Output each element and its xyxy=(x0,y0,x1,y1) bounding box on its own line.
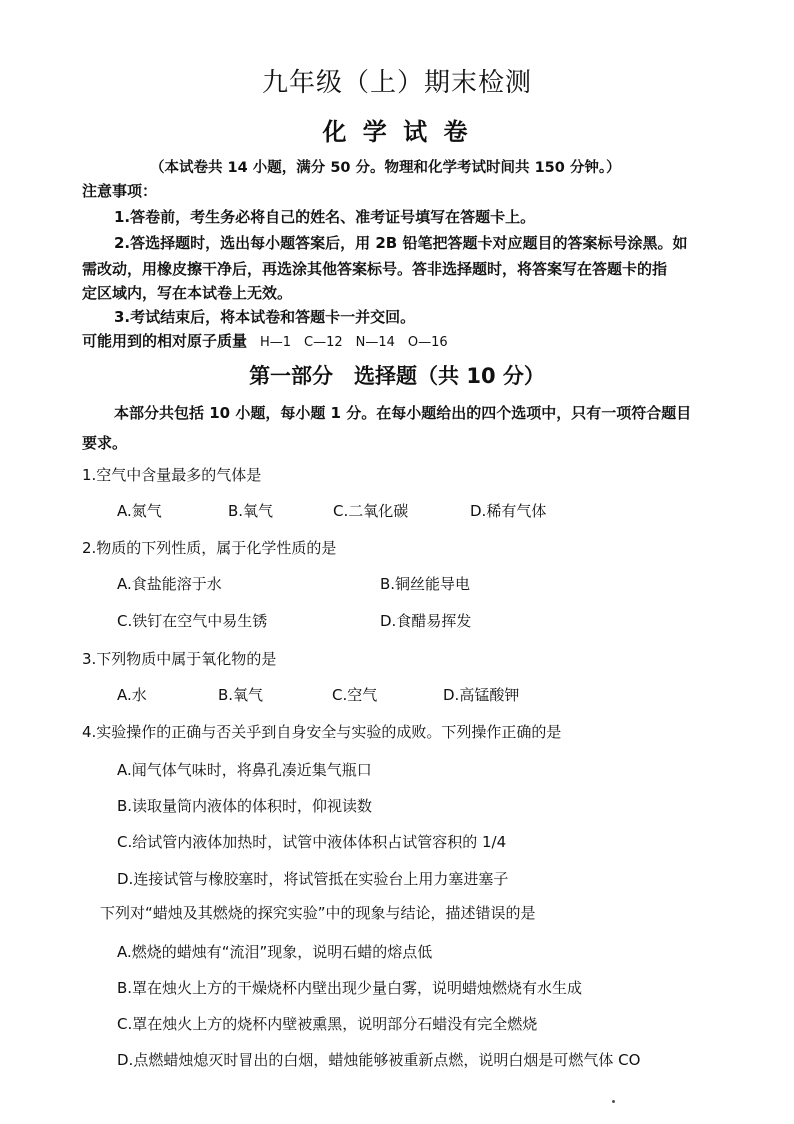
section-1-intro-line-2: 要求。 xyxy=(82,434,128,452)
question-4-option-d: D.连接试管与橡胶塞时，将试管抵在实验台上用力塞进塞子 xyxy=(117,870,509,888)
question-1-option-d: D.稀有气体 xyxy=(470,502,547,520)
question-4-option-c: C.给试管内液体加热时，试管中液体体积占试管容积的 1/4 xyxy=(117,833,507,851)
question-2-option-c: C.铁钉在空气中易生锈 xyxy=(117,612,268,630)
question-4-option-a: A.闻气体气味时，将鼻孔凑近集气瓶口 xyxy=(117,761,372,779)
section-1-intro-line-1: 本部分共包括 10 小题，每小题 1 分。在每小题给出的四个选项中，只有一项符合题目 xyxy=(114,404,692,422)
question-3-option-c: C.空气 xyxy=(332,686,378,704)
question-4-option-b: B.读取量筒内液体的体积时，仰视读数 xyxy=(117,797,373,815)
question-3-option-b: B.氧气 xyxy=(218,686,264,704)
question-2-option-a: A.食盐能溶于水 xyxy=(117,575,222,593)
instruction-2-line-1: 2.答选择题时，选出每小题答案后，用 2B 铅笔把答题卡对应题目的答案标号涂黑。如 xyxy=(114,234,688,252)
instructions-heading: 注意事项： xyxy=(82,182,158,200)
question-3-stem: 3.下列物质中属于氧化物的是 xyxy=(82,650,277,668)
scan-speck xyxy=(612,1100,615,1103)
question-1-stem: 1.空气中含量最多的气体是 xyxy=(82,466,262,484)
exam-note: （本试卷共 14 小题，满分 50 分。物理和化学考试时间共 150 分钟。） xyxy=(150,160,621,176)
question-5-option-c: C.罩在烛火上方的烧杯内壁被熏黑，说明部分石蜡没有完全燃烧 xyxy=(117,1015,538,1033)
question-1-option-b: B.氧气 xyxy=(228,502,274,520)
page-title: 九年级（上）期末检测 xyxy=(261,68,532,98)
instruction-2-line-3: 定区域内，写在本试卷上无效。 xyxy=(82,284,293,302)
question-1-option-c: C.二氧化碳 xyxy=(333,502,409,520)
question-2-stem: 2.物质的下列性质，属于化学性质的是 xyxy=(82,539,337,557)
instruction-2-line-2: 需改动，用橡皮擦干净后，再选涂其他答案标号。答非选择题时，将答案写在答题卡的指 xyxy=(82,260,668,278)
question-5-stem: 下列对“蜡烛及其燃烧的探究实验”中的现象与结论，描述错误的是 xyxy=(100,904,536,922)
question-5-option-d: D.点燃蜡烛熄灭时冒出的白烟，蜡烛能够被重新点燃，说明白烟是可燃气体 CO xyxy=(117,1051,641,1069)
question-2-option-b: B.铜丝能导电 xyxy=(380,575,471,593)
section-1-title: 第一部分 选择题（共 10 分） xyxy=(249,364,545,388)
question-1-option-a: A.氮气 xyxy=(117,502,162,520)
question-3-option-a: A.水 xyxy=(117,686,147,704)
atomic-mass-values: H—1 C—12 N—14 O—16 xyxy=(260,335,448,350)
question-4-stem: 4.实验操作的正确与否关乎到自身安全与实验的成败。下列操作正确的是 xyxy=(82,723,562,741)
question-5-option-a: A.燃烧的蜡烛有“流泪”现象，说明石蜡的熔点低 xyxy=(117,943,433,961)
atomic-mass-label: 可能用到的相对原子质量 xyxy=(82,332,248,350)
instruction-1: 1.答卷前，考生务必将自己的姓名、准考证号填写在答题卡上。 xyxy=(114,208,536,226)
question-2-option-d: D.食醋易挥发 xyxy=(380,612,472,630)
question-3-option-d: D.高锰酸钾 xyxy=(443,686,520,704)
instruction-3: 3.考试结束后，将本试卷和答题卡一并交回。 xyxy=(114,308,416,326)
question-5-option-b: B.罩在烛火上方的干燥烧杯内壁出现少量白雾，说明蜡烛燃烧有水生成 xyxy=(117,979,583,997)
subject-title: 化 学 试 卷 xyxy=(322,118,472,146)
